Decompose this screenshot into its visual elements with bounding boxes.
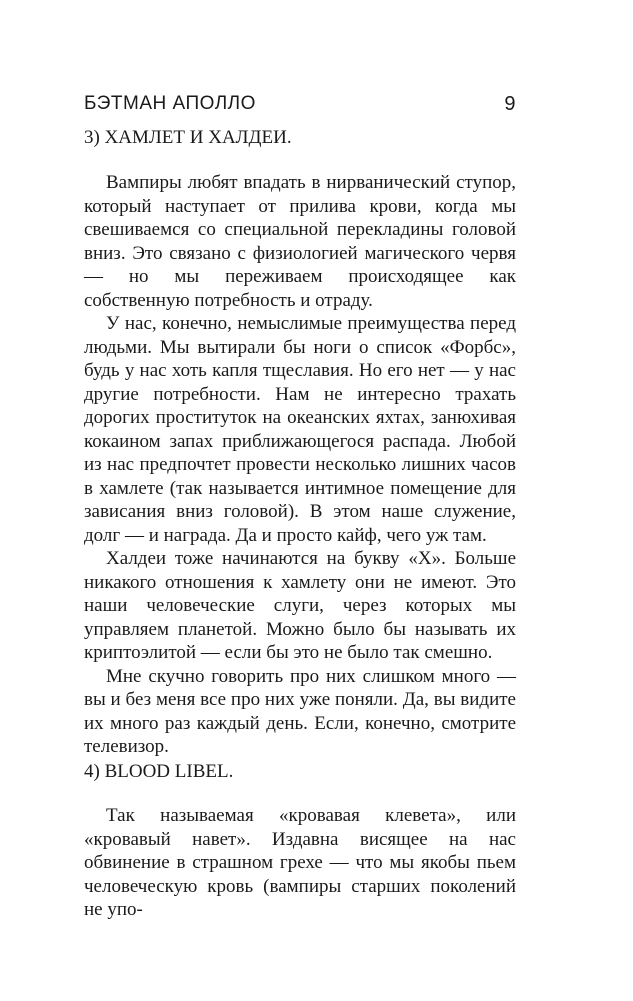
paragraph: Так называемая «кровавая клевета», или «кровавый навет». Издавна висящее на нас обвинение в страшном грехе — что мы якобы пьем человеческую кровь (вампиры старших поколений не упо- [84, 805, 516, 920]
section-heading: 3) ХАМЛЕТ И ХАЛДЕИ. [84, 127, 292, 148]
paragraph: Вампиры любят впадать в нирванический ступор, который наступает от прилива крови, когда мы свешиваемся со специальной перекладины головой вниз. Это связано с физиологией магического червя — но мы переживаем происходящее как собственную потребность и отраду. [84, 172, 516, 311]
running-head [84, 90, 516, 118]
paragraph: Халдеи тоже начинаются на букву «Х». Больше никакого отношения к хамлету они не имеют. Это наши человеческие слуги, через которых мы управляем планетой. Можно было бы называть их криптоэлитой — если бы это не было так смешно. [84, 548, 516, 663]
section-heading: 4) BLOOD LIBEL. [84, 761, 234, 782]
paragraph: Мне скучно говорить про них слишком много — вы и без меня все про них уже поняли. Да, вы видите их много раз каждый день. Если, конечно, смотрите телевизор. [84, 665, 516, 757]
running-head-title: БЭТМАН АПОЛЛО [84, 93, 256, 114]
section-body [84, 804, 516, 922]
page-number: 9 [504, 93, 516, 115]
section-body [84, 171, 516, 759]
paragraph: У нас, конечно, немыслимые преимущества перед людьми. Мы вытирали бы ноги о список «Форбс», будь у нас хоть капля тщеславия. Но его нет — у нас другие потребности. Нам не интересно трахать дорогих проституток на океанских яхтах, занюхивая кокаином запах приближающегося распада. Любой из нас предпочтет провести несколько лишних часов в хамлете (так называется интимное помещение для зависания вниз головой). В этом наше служение, долг — и награда. Да и просто кайф, чего уж там. [84, 313, 516, 546]
